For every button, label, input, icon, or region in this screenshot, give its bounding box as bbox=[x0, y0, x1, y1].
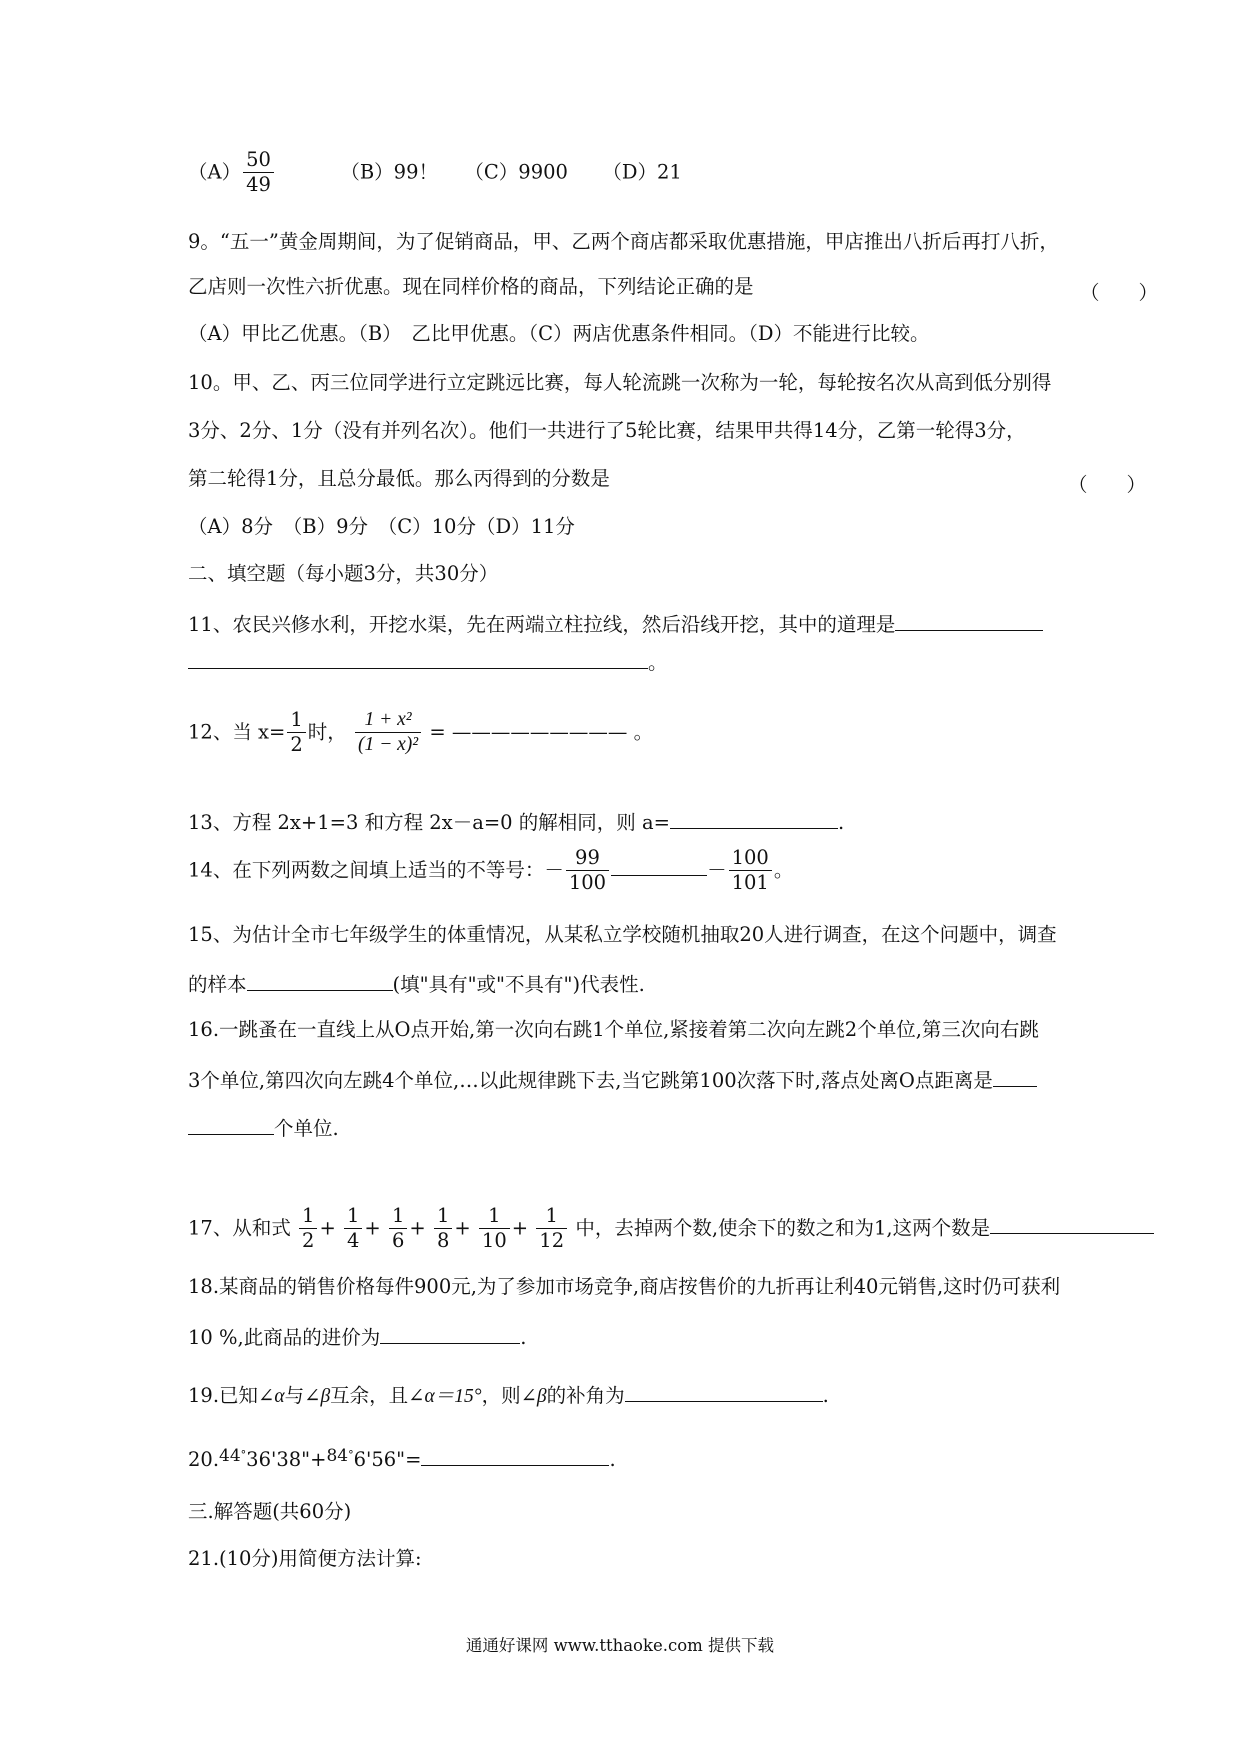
q12-equals: = bbox=[429, 720, 446, 744]
q19-mid-3: ，则∠ bbox=[481, 1384, 537, 1407]
q14-fraction-a: $\frac{99}{100}$ bbox=[566, 848, 609, 894]
q17-answer-blank[interactable] bbox=[990, 1215, 1154, 1234]
q15-line-1: 15、为估计全市七年级学生的体重情况，从某私立学校随机抽取20人进行调查，在这个问题中，调查 bbox=[188, 923, 1057, 946]
q12-answer-blank[interactable]: ————————— bbox=[451, 720, 628, 744]
q19-end: . bbox=[822, 1384, 829, 1407]
q16-line-2 bbox=[188, 1068, 1037, 1091]
q16-answer-blank-2[interactable] bbox=[188, 1116, 274, 1135]
q21-line: 21.(10分)用简便方法计算: bbox=[188, 1547, 422, 1570]
q16-text: 3个单位,第四次向左跳4个单位,…以此规律跳下去,当它跳第100次落下时,落点处离O点距离是 bbox=[188, 1069, 993, 1092]
q18-answer-blank[interactable] bbox=[380, 1325, 520, 1344]
q9-answer-paren: （ ） bbox=[1080, 281, 1159, 304]
q19-equation: α＝15° bbox=[424, 1386, 482, 1407]
section-2-heading: 二、填空题（每小题3分，共30分） bbox=[188, 562, 499, 585]
q14-text: 14、在下列两数之间填上适当的不等号：－ bbox=[188, 858, 564, 882]
q13-text: 13、方程 2x+1=3 和方程 2x－a=0 的解相同，则 a= bbox=[188, 811, 670, 834]
q17-fraction-4: $\frac{1}{8}$ bbox=[434, 1206, 452, 1252]
q19-answer-blank[interactable] bbox=[625, 1383, 823, 1402]
q20-angle-a-rest: 36'38"+ bbox=[246, 1448, 327, 1471]
q10-line-1: 10。甲、乙、丙三位同学进行立定跳远比赛，每人轮流跳一次称为一轮，每轮按名次从高到低分别得 bbox=[188, 371, 1052, 394]
q8-option-a-label: （A） bbox=[188, 160, 242, 184]
q17-fraction-6: $\frac{1}{12}$ bbox=[536, 1206, 567, 1252]
q16-answer-blank-1[interactable] bbox=[993, 1068, 1037, 1087]
q10-options: （A）8分 （B）9分 （C）10分（D）11分 bbox=[188, 515, 575, 538]
q13-end: . bbox=[837, 811, 845, 834]
q14-line bbox=[188, 848, 793, 894]
q18-end: . bbox=[520, 1326, 527, 1349]
q14-minus: － bbox=[707, 858, 727, 882]
q19-mid-2: 互余，且∠ bbox=[330, 1384, 425, 1407]
q11-end: 。 bbox=[648, 651, 668, 674]
q9-options: （A）甲比乙优惠。（B） 乙比甲优惠。（C）两店优惠条件相同。（D）不能进行比较。 bbox=[188, 322, 930, 345]
q9-line-1: 9。“五一”黄金周期间，为了促销商品，甲、乙两个商店都采取优惠措施，甲店推出八折后再打八折， bbox=[188, 230, 1059, 253]
q11-answer-blank-1[interactable] bbox=[895, 612, 1043, 631]
section-3-heading: 三.解答题(共60分) bbox=[188, 1500, 352, 1523]
q11-answer-blank-2[interactable] bbox=[188, 650, 648, 669]
q15-line-2 bbox=[188, 972, 645, 995]
q17-plus-5: + bbox=[511, 1216, 529, 1240]
q18-prefix: 10 %,此商品的进价为 bbox=[188, 1326, 381, 1349]
q12-mid: 时， bbox=[307, 720, 347, 744]
q17-plus-4: + bbox=[454, 1216, 471, 1240]
page-footer: 通通好课网 www.tthaoke.com 提供下载 bbox=[465, 1636, 775, 1655]
q19-prefix: 19.已知∠ bbox=[188, 1384, 275, 1407]
q10-line-3: 第二轮得1分，且总分最低。那么丙得到的分数是 bbox=[188, 467, 610, 490]
q16-end: 个单位. bbox=[274, 1117, 339, 1140]
q17-plus-2: + bbox=[364, 1216, 381, 1240]
q20-angle-b-rest: 6'56"= bbox=[353, 1448, 422, 1471]
q17-suffix: 中，去掉两个数,使余下的数之和为1,这两个数是 bbox=[575, 1216, 991, 1240]
q20-degree-sign-b: ° bbox=[348, 1448, 354, 1462]
q15-answer-blank[interactable] bbox=[247, 972, 393, 991]
q12-end: 。 bbox=[633, 720, 654, 744]
q16-line-3 bbox=[188, 1116, 339, 1139]
q12-line bbox=[188, 710, 653, 756]
q9-line-2: 乙店则一次性六折优惠。现在同样价格的商品，下列结论正确的是 bbox=[188, 275, 754, 298]
q18-line-2 bbox=[188, 1325, 526, 1348]
q19-alpha: α bbox=[274, 1386, 285, 1407]
q14-fraction-b: $\frac{100}{101}$ bbox=[729, 848, 772, 894]
q8-option-c: （C）9900 bbox=[464, 160, 568, 184]
q13-answer-blank[interactable] bbox=[670, 810, 838, 829]
q17-plus-3: + bbox=[409, 1216, 426, 1240]
q12-expression-fraction: $\frac{\text{1 + x²}}{\text{(1 − x)²}}$ bbox=[355, 710, 421, 756]
q8-option-d: （D）21 bbox=[602, 160, 682, 184]
q17-fraction-2: $\frac{1}{4}$ bbox=[344, 1206, 362, 1252]
q11-line-2 bbox=[188, 650, 668, 673]
q17-fraction-5: $\frac{1}{10}$ bbox=[479, 1206, 510, 1252]
q15-suffix: (填"具有"或"不具有")代表性. bbox=[392, 973, 645, 996]
q17-prefix: 17、从和式 bbox=[188, 1216, 291, 1240]
q17-fraction-1: $\frac{1}{2}$ bbox=[299, 1206, 317, 1252]
q20-end: . bbox=[609, 1448, 616, 1471]
q12-x-fraction: $\frac{1}{2}$ bbox=[287, 710, 305, 756]
q17-line bbox=[188, 1206, 1154, 1252]
q8-option-b: （B）99！ bbox=[340, 160, 438, 184]
q20-prefix: 20. bbox=[188, 1448, 220, 1471]
q8-options bbox=[188, 150, 682, 196]
q19-mid-1: 与∠ bbox=[284, 1384, 321, 1407]
q10-line-2: 3分、2分、1分（没有并列名次）。他们一共进行了5轮比赛，结果甲共得14分，乙第一轮得3分， bbox=[188, 419, 1026, 442]
q17-plus-1: + bbox=[319, 1216, 336, 1240]
q20-line bbox=[188, 1447, 616, 1470]
q20-angle-a-degrees: 44 bbox=[219, 1446, 241, 1466]
q20-angle-b-degrees: 84 bbox=[326, 1446, 349, 1466]
q11-line-1 bbox=[188, 612, 1043, 635]
q20-degree-sign-a: ° bbox=[240, 1448, 247, 1462]
q13-line bbox=[188, 810, 844, 833]
q20-answer-blank[interactable] bbox=[421, 1447, 609, 1466]
q10-answer-paren: （ ） bbox=[1068, 473, 1147, 496]
q14-end: 。 bbox=[773, 858, 794, 882]
q14-answer-blank[interactable] bbox=[611, 857, 707, 876]
q8-option-a-fraction: $\frac{50}{49}$ bbox=[243, 150, 274, 196]
q17-fraction-3: $\frac{1}{6}$ bbox=[389, 1206, 407, 1252]
q19-line bbox=[188, 1383, 829, 1407]
q16-line-1: 16.一跳蚤在一直线上从O点开始,第一次向右跳1个单位,紧接着第二次向左跳2个单位,第三次向右跳 bbox=[188, 1018, 1039, 1041]
q19-beta: β bbox=[320, 1386, 331, 1407]
q12-prefix: 12、当 x= bbox=[188, 720, 286, 744]
q19-suffix: 的补角为 bbox=[546, 1384, 625, 1407]
q18-line-1: 18.某商品的销售价格每件900元,为了参加市场竞争,商店按售价的九折再让利40元销售,这时仍可获利 bbox=[188, 1275, 1061, 1298]
q15-prefix: 的样本 bbox=[188, 973, 247, 996]
q11-text: 11、农民兴修水利，开挖水渠，先在两端立柱拉线，然后沿线开挖，其中的道理是 bbox=[188, 613, 896, 636]
q19-beta-2: β bbox=[536, 1386, 547, 1407]
